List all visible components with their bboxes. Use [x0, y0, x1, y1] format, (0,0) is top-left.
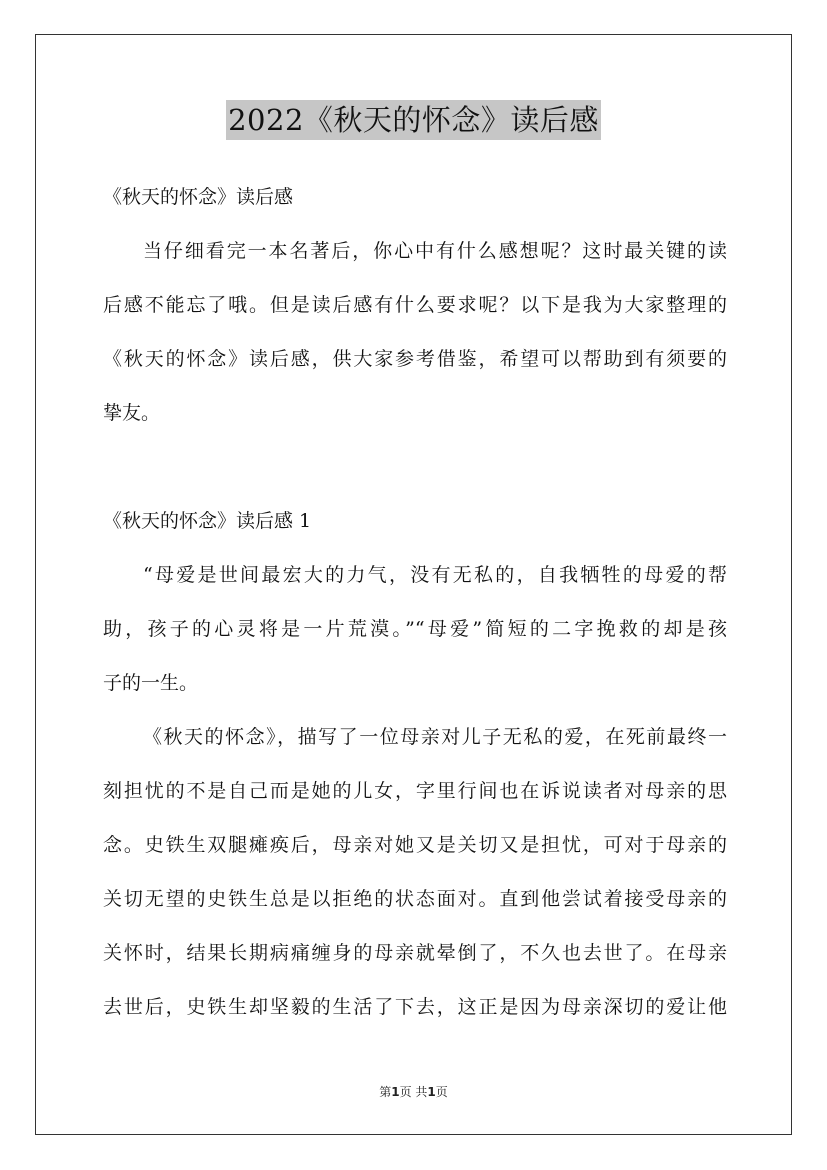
paragraph-line: 挚友。 — [103, 402, 161, 424]
paragraph-line: 子的一生。 — [103, 672, 199, 694]
paragraph-line: 《秋天的怀念》读后感，供大家参考借鉴，希望可以帮助到有须要的 — [103, 348, 727, 370]
section-heading: 《秋天的怀念》读后感 1 — [103, 510, 312, 532]
page-label-mid: 页 共 — [399, 1085, 428, 1099]
title-container — [0, 100, 827, 140]
paragraph-line: 念。史铁生双腿瘫痪后，母亲对她又是关切又是担忧，可对于母亲的 — [103, 834, 727, 856]
paragraph-line: 当仔细看完一本名著后，你心中有什么感想呢？这时最关键的读 — [143, 240, 727, 262]
paragraph-line: 去世后，史铁生却坚毅的生活了下去，这正是因为母亲深切的爱让他 — [103, 996, 727, 1018]
page-current-number: 1 — [391, 1085, 400, 1099]
paragraph-line: 后感不能忘了哦。但是读后感有什么要求呢？以下是我为大家整理的 — [103, 294, 727, 316]
paragraph-line: 助，孩子的心灵将是一片荒漠。”“母爱”简短的二字挽救的却是孩 — [103, 618, 727, 640]
document-title: 2022《秋天的怀念》读后感 — [226, 100, 601, 140]
paragraph-line: 关怀时，结果长期病痛缠身的母亲就晕倒了，不久也去世了。在母亲 — [103, 942, 727, 964]
section-heading: 《秋天的怀念》读后感 — [103, 186, 294, 208]
paragraph-line: 《秋天的怀念》，描写了一位母亲对儿子无私的爱，在死前最终一 — [143, 726, 727, 748]
paragraph-line: “母爱是世间最宏大的力气，没有无私的，自我牺牲的母爱的帮 — [143, 564, 727, 586]
paragraph-line: 关切无望的史铁生总是以拒绝的状态面对。直到他尝试着接受母亲的 — [103, 888, 727, 910]
page-label-suffix: 页 — [435, 1085, 448, 1099]
page-total-number: 1 — [427, 1085, 436, 1099]
paragraph-line: 刻担忧的不是自己而是她的儿女，字里行间也在诉说读者对母亲的思 — [103, 780, 727, 802]
page-label-prefix: 第 — [379, 1085, 392, 1099]
document-body — [103, 170, 727, 1034]
page-footer — [0, 1082, 827, 1102]
blank-line — [103, 440, 727, 494]
